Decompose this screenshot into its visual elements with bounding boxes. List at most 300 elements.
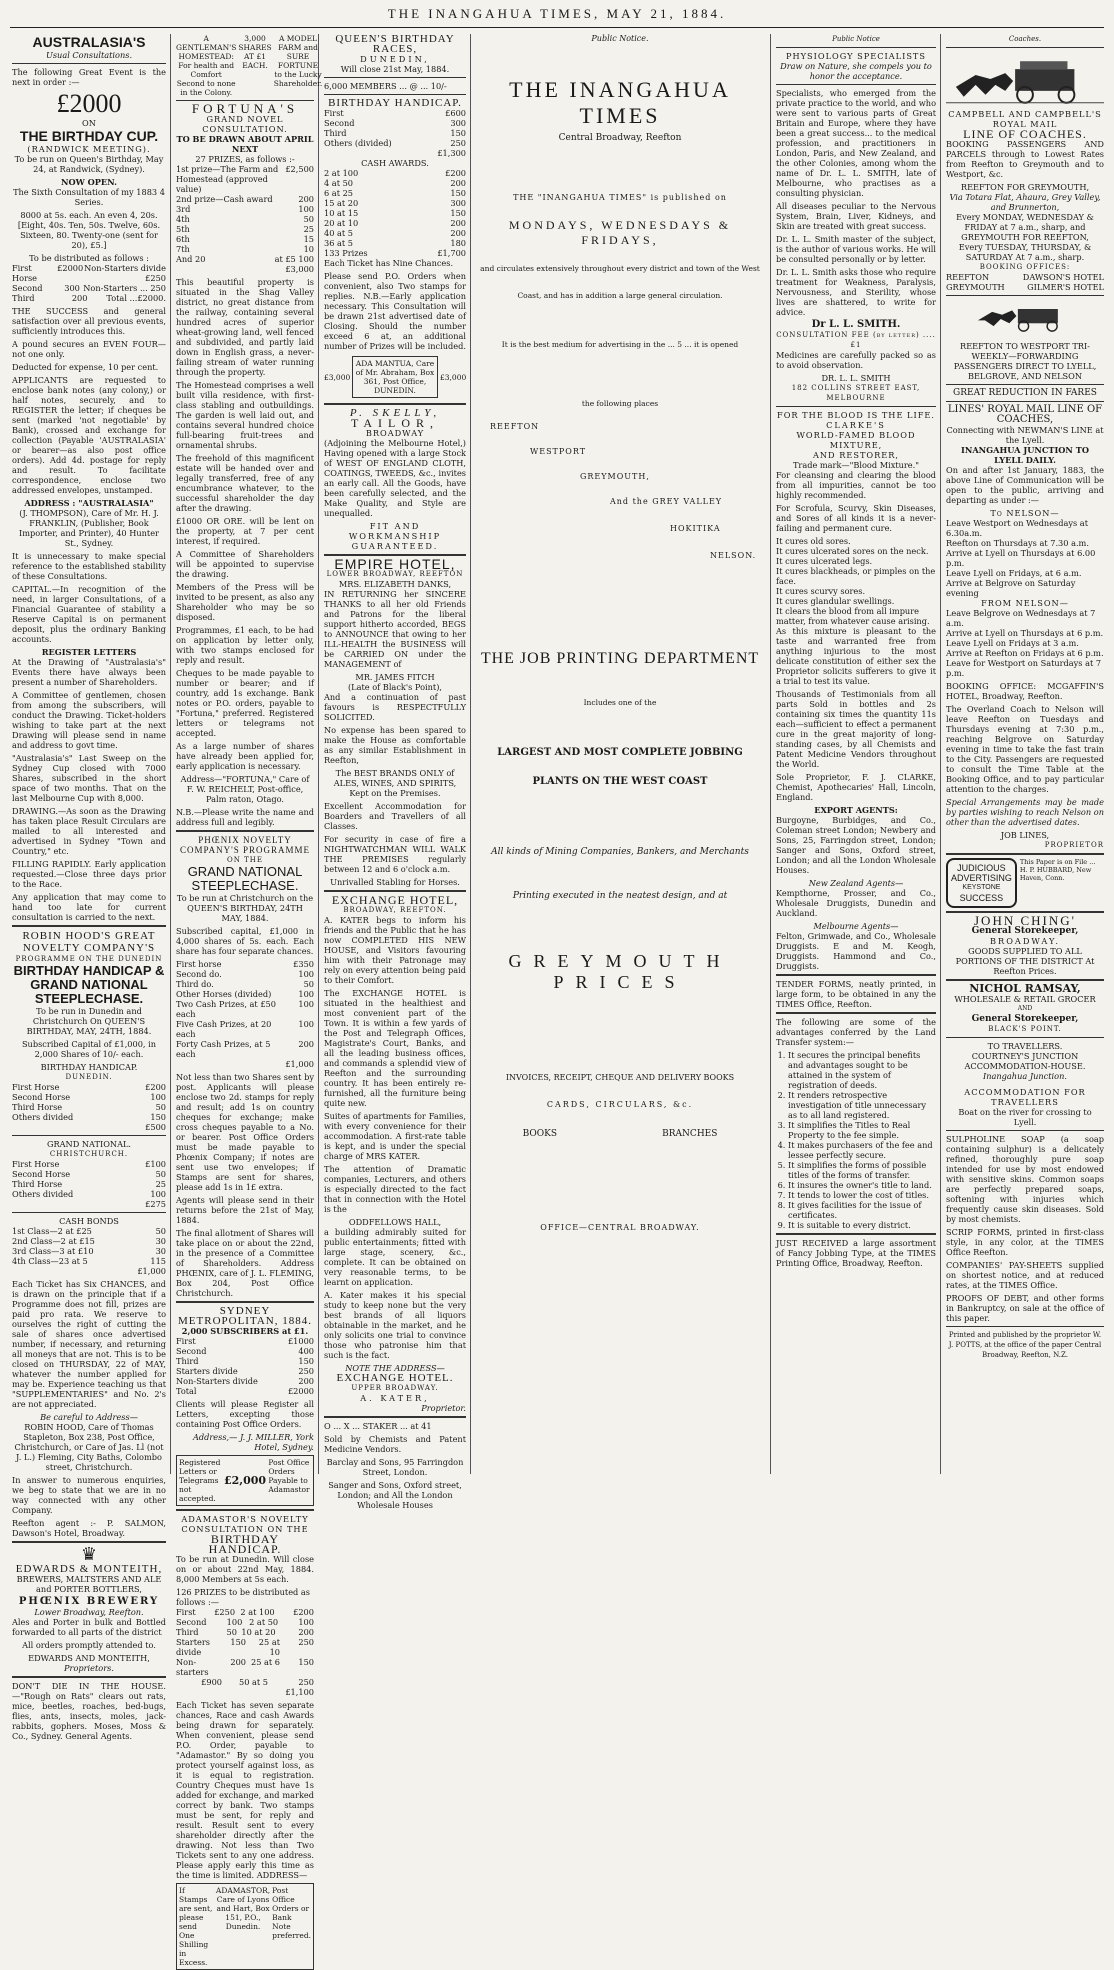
prize-row [176, 1617, 314, 1627]
prize-row-cell: 40 at 5 [324, 228, 354, 238]
prize-row [176, 204, 314, 214]
prize-row [176, 1356, 314, 1366]
queens-close: Will close 21st May, 1884. [340, 64, 450, 74]
office-row [946, 282, 1104, 292]
notice-branches: BRANCHES [662, 1129, 718, 1139]
paragraph: DRAWING.—As soon as the Drawing has taken place Result Circulars are mailed to all interested and advertised in Sydney "Town and Country," etc. [12, 806, 166, 856]
paragraph: A pound secures an EVEN FOUR—not one only. [12, 339, 166, 359]
prize-row-cell: 200 [298, 194, 314, 204]
prize-row [176, 1687, 314, 1697]
booking-offices [946, 272, 1104, 292]
paragraph: FILLING RAPIDLY. Early application requested.—Close three days prior to the Race. [12, 859, 166, 889]
prize-row-cell: £600 [445, 108, 466, 118]
paragraph: The EXCHANGE HOTEL is situated in the healthiest and most convenient part of the Town. It is within a few yards of the Post and Telegraph Offices, Magistrate's Court, Banks, and all the leading business offices, and commands a splendid view of Reefton and the surrounding country. It has been entirely re-furnished, all the furniture being quite new. [324, 988, 466, 1108]
notice-p5: the following places [581, 399, 659, 408]
prize-row [176, 164, 314, 194]
prize-row [324, 198, 466, 208]
prize-row [176, 194, 314, 204]
paragraph: Kempthorne, Prosser, and Co., Wholesale Druggists, Dunedin and Auckland. [776, 888, 936, 918]
australasia-address-label: ADDRESS : "AUSTRALASIA" [24, 498, 154, 508]
paragraph: Specialists, who emerged from the private practice to the world, and who were sent to various parts of Great Britain and Europe, where they have been a great success... to the medical profession, and practitioners in London, Paris, and New Zealand, and the other Colonies, among whom the name of Dr. L. L. SMITH, late of Melbourne, who practises as a consulting physician. [776, 88, 936, 198]
prize-row-cell: Second [12, 283, 43, 293]
robinhood-care: Be careful to Address— [40, 1412, 138, 1422]
prize-row-cell: 3rd Class—3 at £10 [12, 1246, 94, 1256]
prize-row [176, 244, 314, 254]
adamastor-foot-mid: ADAMASTOR, Care of Lyons and Hart, Box 151, P.O., Dunedin. [215, 1886, 271, 1931]
paragraph: The final allotment of Shares will take place on or about the 22nd, in the presence of a Committee of Shareholders. Address PHŒNIX, care of J. L. FLEMING, Box 204, Post Office Christchurch. [176, 1228, 315, 1298]
paragraph: Clients will please Register all Letters, excepting those containing Post Office Orders. [176, 1399, 314, 1429]
prize-row [324, 218, 466, 228]
smith-fee: CONSULTATION FEE (by letter) ....£1 [776, 331, 936, 349]
place: HOKITIKA [670, 524, 721, 533]
paragraph: A. Kater makes it his special study to keep none but the very best brands of all liquors obtainable in the market, and he only solicits one trial to convince those who patronise him that such is the fact. [324, 1290, 466, 1360]
adamastor-footer [176, 1883, 314, 1970]
lines-ij: INANGAHUA JUNCTION TO LYELL DAILY. [961, 445, 1089, 465]
paragraph: Burgoyne, Burbidges, and Co., Coleman street London; Newbery and Sons, 25, Farringdon street, London; Sanger and Sons, Oxford street, London; and all the London Wholesale Houses. [776, 815, 936, 875]
cp-title: CAMPBELL AND CAMPBELL'S [948, 109, 1102, 119]
stamp-text: This Paper is on File ... H. P. HUBBARD, New Haven, Conn. [1019, 858, 1096, 882]
prize-row-cell: 3rd [176, 204, 191, 214]
col6-header: Coaches. [1008, 35, 1042, 43]
prize-row-cell: 25 [303, 224, 314, 234]
cures-list [776, 536, 936, 626]
prize-row-cell: Total [176, 1386, 197, 1396]
prize-row-cell: Five Cash Prizes, at 20 each [176, 1019, 272, 1039]
prize-row [324, 118, 466, 128]
paragraph: All orders promptly attended to. [22, 1640, 156, 1650]
prize-row-cell: 10 [303, 244, 314, 254]
prize-row [176, 1607, 314, 1617]
prize-row-cell: 300 [450, 118, 466, 128]
fortuna-addr: Address—"FORTUNA," Care of F. W. REICHELT, Post-office, Palm raton, Otago. [180, 774, 310, 804]
timetable-line: Arrive at Lyell on Thursdays at 6 p.m. [946, 628, 1104, 638]
imprint: Printed and published by the proprietor W. J. POTTS, at the office of the paper Central Broadway, Reefton, N.Z. [948, 1331, 1102, 1359]
prize-row-cell: Forty Cash Prizes, at 5 each [176, 1039, 271, 1059]
clarke-tm: Trade mark—"Blood Mixture." [792, 460, 920, 470]
paragraph: As this mixture is pleasant to the taste and warranted free from anything injurious to the most delicate constitution of either sex the Proprietor solicits sufferers to give it a trial to test its value. [776, 626, 936, 686]
prize-row-cell: Starters divide [176, 1637, 210, 1657]
cure-item: It clears the blood from all impure matter, from whatever cause arising. [776, 606, 930, 626]
column-3 [320, 33, 470, 1510]
notice-books: BOOKS [522, 1129, 558, 1139]
prize-row-cell: £2,500 [285, 164, 314, 174]
from-nelson-list [946, 608, 1104, 678]
prize-row [324, 148, 466, 158]
prize-row-cell: 100 [298, 1019, 314, 1029]
prize-row-cell: 25 at 10 [258, 1637, 280, 1657]
skelly-title: P. SKELLY, [349, 407, 441, 419]
phoenix-title: PHŒNIX NOVELTY COMPANY'S PROGRAMME [179, 835, 311, 855]
prize-row-cell: 200 [298, 1039, 314, 1049]
prize-row-cell: 1st Class—2 at £25 [12, 1226, 92, 1236]
adamastor-event: BIRTHDAY HANDICAP. [208, 1532, 282, 1556]
australasia-amount: £2000 [56, 89, 122, 118]
queens-cash: CASH AWARDS. [361, 158, 429, 168]
robinhood-h3-table [12, 1226, 166, 1276]
proofs: PROOFS OF DEBT, and other forms in Bankruptcy, on sale at the office of this paper. [946, 1293, 1104, 1323]
notice-places [470, 422, 770, 560]
australasia-shares: 8000 at 5s. each. An even 4, 20s. [Eight, 40s. Ten, 50s. Twelve, 60s. Sixteen, 80. Twenty-one (sent for 20), £5.] [17, 210, 161, 250]
place: WESTPORT [530, 447, 587, 456]
queens-box-addr: ADA MANTUA, Care of Mr. Abraham, Box 361, Post Office, DUNEDIN. [352, 356, 438, 398]
queens-city: DUNEDIN, [360, 54, 430, 64]
stamp-badge [946, 858, 1017, 908]
prize-row-cell: £3,000 [285, 264, 314, 274]
prize-row [324, 138, 466, 148]
prize-row-cell: 200 [450, 178, 466, 188]
prize-row [12, 1189, 166, 1199]
type-notice: JUST RECEIVED a large assortment of Fancy Jobbing Type, at the TIMES Printing Office, Broadway, Reefton. [776, 1238, 936, 1268]
paragraph: Not less than two Shares sent by post. Applicants will please enclose two 2d. stamps for reply and result; add 1s on country cheques for exchange; make cross cheques payable to a No. or bearer. Post Office Orders must be made payable to Phœnix Company; if notes are sent use two envelopes; if Stamps are sent for shares, please add 1s in 1£ extra. [176, 1072, 314, 1192]
robinhood-h2: GRAND NATIONAL. [46, 1139, 132, 1149]
paragraph: £1000 OR ORE. will be lent on the property, at 7 per cent interest, if required. [176, 516, 314, 546]
coach-icon [946, 299, 1104, 339]
prize-row-cell: £500 [145, 1122, 166, 1132]
notice-exec: Printing executed in the neatest design, and at [512, 891, 728, 901]
prize-row-cell: £1,300 [437, 148, 466, 158]
col5-motto: Draw on Nature, she compels you to honor the acceptance. [780, 61, 932, 81]
paragraph: And a continuation of past favours is RESPECTFULLY SOLICITED. [324, 692, 466, 722]
place: GREYMOUTH, [580, 472, 650, 481]
prize-row-cell: Non-starters [176, 1657, 209, 1677]
paragraph: (Adjoining the Melbourne Hotel,) Having opened with a large Stock of WEST OF ENGLAND CLOTH, COATINGS, TWEEDS, &c., invites an early call. All the Goods, have been carefully selected, and the Make Quality, and Style are unequalled. [324, 438, 466, 518]
inj: Inangahua Junction. [983, 1071, 1067, 1081]
fortuna-drawn: TO BE DRAWN ABOUT APRIL NEXT [176, 134, 314, 154]
homestead-cell: 3,000 SHARES AT £1 EACH. [238, 34, 272, 70]
phoenix-run: To be run at Christchurch on the QUEEN'S BIRTHDAY, 24TH MAY, 1884. [176, 893, 314, 923]
prize-row-cell: Third do. [176, 979, 214, 989]
notice-plants: PLANTS ON THE WEST COAST [532, 776, 708, 787]
prize-row-cell: 200 [450, 228, 466, 238]
australasia-on: ON [82, 118, 96, 128]
exchange-note: NOTE THE ADDRESS— [345, 1363, 445, 1373]
prize-row-cell: Non-Starters ... 250 [83, 283, 166, 293]
prize-row-cell: Others divided [12, 1112, 74, 1122]
prize-row-cell: 6th [176, 234, 190, 244]
register-letters: REGISTER LETTERS [41, 647, 137, 657]
melb-title: Melbourne Agents— [813, 921, 899, 931]
prize-row [12, 1122, 166, 1132]
timetable-line: Leave Belgrove on Wednesdays at 7 a.m. [946, 608, 1096, 628]
prize-row [12, 1092, 166, 1102]
paragraph: At the Drawing of "Australasia's" Events there have always been present a number of Shareholders. [12, 657, 166, 687]
empire-owner: MRS. ELIZABETH DANKS, [338, 579, 452, 589]
prize-row [12, 1266, 166, 1276]
stamp-line: KEYSTONE [962, 884, 1001, 891]
prize-row-cell: 250 [298, 1677, 314, 1687]
public-notice [470, 34, 770, 1474]
prize-row-cell: First Horse [12, 1082, 60, 1092]
from-nelson: FROM NELSON— [981, 598, 1069, 608]
westport-notice: REEFTON TO WESTPORT TRI-WEEKLY—FORWARDING PASSENGERS DIRECT TO LYELL, BELGROVE, AND NELSON [953, 341, 1097, 381]
scrip: SCRIP FORMS, printed in first-class style, in any color, at the TIMES Office Reefton. [946, 1227, 1104, 1257]
prize-row-cell: 50 [155, 1102, 166, 1112]
prize-row-cell: Third [176, 1356, 199, 1366]
sydney-table [176, 1336, 314, 1396]
notice-invoices: INVOICES, RECEIPT, CHEQUE AND DELIVERY BOOKS [505, 1073, 735, 1082]
adamastor-title: ADAMASTOR'S NOVELTY CONSULTATION ON THE [181, 1514, 309, 1534]
australasia-address: (J. THOMPSON), Care of Mr. H. J. FRANKLIN, (Publisher, Book Importer, and Printer), 40 Hunter St., Sydney. [19, 508, 159, 548]
advertising-stamp [946, 858, 1104, 908]
paragraph: As a large number of shares have already been applied for, early application is necessary. [176, 741, 314, 771]
paragraph: GOODS SUPPLIED TO ALL PORTIONS OF THE DISTRICT At Reefton Prices. [955, 946, 1095, 976]
route2: GREYMOUTH FOR REEFTON, [961, 232, 1089, 242]
route1b: Via Totara Flat, Ahaura, Grey Valley, and Brunnerton, [949, 192, 1101, 212]
timetable-line: Leave Lyell on Fridays, at 6 a.m. [946, 568, 1082, 578]
prize-row-cell: Second Horse [12, 1092, 71, 1102]
prize-row-cell: 50 [155, 1226, 166, 1236]
prize-row-cell: Second [176, 1346, 207, 1356]
clarke-title: CLARKE'S [826, 420, 886, 430]
cure-item: It cures old sores. [776, 536, 851, 546]
prize-row-cell [188, 1687, 222, 1697]
fortuna-table [176, 164, 314, 274]
australasia-run: To be run on Queen's Birthday, May 24, at Randwick, (Sydney). [14, 154, 164, 174]
robinhood-h2sub: CHRISTCHURCH. [49, 1150, 129, 1158]
column-rule [770, 34, 771, 1474]
prize-row [176, 234, 314, 244]
exchange-title: EXCHANGE HOTEL, [331, 893, 459, 907]
sulpholine: SULPHOLINE SOAP (a soap containing sulphur) is a delicately refined, thoroughly pure soap intended for use by most endowed with sensitive skins. Common soaps are perfectly prepared soaps, softening with injuries which frequently cause skin diseases. Sold by most chemists. [946, 1134, 1104, 1224]
prize-row [12, 293, 166, 303]
paragraph: For Scrofula, Scurvy, Skin Diseases, and Sores of all kinds it is a never-failing and permanent cure. [776, 503, 936, 533]
robinhood-programme: PROGRAMME ON THE DUNEDIN [15, 955, 163, 963]
place: NELSON. [710, 551, 757, 560]
ching-title: JOHN CHING' [974, 913, 1076, 928]
prize-row-cell: Starters divide [176, 1366, 238, 1376]
prize-row-cell: £200 [145, 1082, 166, 1092]
smith-name2: DR. L. L. SMITH [821, 373, 891, 383]
phoenix-on: ON THE [227, 856, 263, 864]
prize-row-cell: First horse [176, 959, 222, 969]
prize-row-cell: 6 at 25 [324, 188, 354, 198]
prize-row-cell: 180 [450, 238, 466, 248]
prize-row [176, 969, 314, 979]
queens-box [324, 354, 466, 400]
prize-row-cell: Total ...£2000. [106, 293, 166, 303]
notice-p6: Includes one of the [583, 698, 657, 707]
prize-row-cell: First [176, 1607, 196, 1617]
paragraph: On and after 1st January, 1883, the above Line of Communication will be open to the public, arriving and departing as under :— [946, 465, 1104, 505]
prize-row [176, 1019, 314, 1039]
prize-row-cell: 300 [450, 198, 466, 208]
prize-row-cell: 250 [450, 138, 466, 148]
to-nelson: To NELSON— [990, 508, 1060, 518]
prize-row-cell: 4th Class—23 at 5 [12, 1256, 88, 1266]
empire-loc: LOWER BROADWAY, REEFTON [326, 570, 464, 578]
advantage-item: 1. It secures the principal benefits and advantages sought to be attained in the system of registration of deeds. [788, 1050, 936, 1090]
prize-row-cell: 50 [303, 214, 314, 224]
tender-forms: TENDER FORMS, neatly printed, in large form, to be obtained in any the TIMES Office, Reefton. [776, 979, 936, 1009]
coach-icon [946, 51, 1104, 107]
column-rule [170, 34, 171, 1474]
queens-handicap: BIRTHDAY HANDICAP. [328, 97, 462, 109]
prize-row [176, 1637, 314, 1657]
robinhood-addr: ROBIN HOOD, Care of Thomas Stapleton, Box 238, Post Office, Christchurch, or Care of Jas. Ll (not J. L.) Fleming, City Baths, Colombo street, Christchurch. [14, 1422, 164, 1472]
notice-cards: CARDS, CIRCULARS, &c. [546, 1100, 694, 1109]
rats-advert: DON'T DIE IN THE HOUSE.—"Rough on Rats" clears out rats, mice, beetles, roaches, bed-bugs, flies, ants, insects, moles, jack-rabbits, gophers. Moses, Moss & Co., Sydney. General Agents. [12, 1681, 166, 1741]
office-row [946, 272, 1104, 282]
prize-row-cell: Third Horse [12, 1102, 63, 1112]
prize-row [176, 1386, 314, 1396]
homestead-cell: A GENTLEMAN'S HOMESTEAD: For health and Comfort Second to none in the Colony. [176, 34, 237, 97]
prize-row-cell: Two Cash Prizes, at £50 each [176, 999, 276, 1019]
col5-header: Public Notice [832, 35, 880, 43]
paragraph: "Australasia's" Last Sweep on the Sydney Cup closed with 7000 Shares, subscribed in the short space of two months. That on the last Melbourne Cup with 8,000. [12, 753, 166, 803]
prize-row-cell: at £5 100 [274, 254, 314, 264]
prize-row-cell: 1st prize—The Farm and Homestead (approved value) [176, 164, 279, 194]
prize-row [176, 1039, 314, 1059]
prize-row-cell: Third [324, 128, 347, 138]
prize-row-cell: £1,100 [285, 1687, 314, 1697]
prize-row-cell: 300 [64, 283, 80, 293]
paragraph: Any application that may come to hand too late for current consultation is carried to the next. [12, 892, 166, 922]
paragraph: Unrivalled Stabling for Horses. [330, 877, 460, 887]
paragraph: The BEST BRANDS ONLY of ALES, WINES, AND SPIRITS, Kept on the Premises. [333, 768, 457, 798]
prize-row-cell [234, 1687, 268, 1697]
prize-row [176, 1677, 314, 1687]
australasia-series: The Sixth Consultation of my 1883 4 Series. [13, 187, 165, 207]
prize-row-cell: 25 at 6 [250, 1657, 280, 1667]
prize-row-cell: 100 [298, 999, 314, 1009]
prize-row-cell: And 20 [176, 254, 206, 264]
prize-row-cell: Second Horse [12, 1169, 71, 1179]
prize-row [324, 128, 466, 138]
prize-row [12, 1199, 166, 1209]
route1c: Every MONDAY, WEDNESDAY & FRIDAY at 7 a.m., sharp, and [956, 212, 1094, 232]
paragraph: A Committee of gentlemen, chosen from among the subscribers, will conduct the Drawing. Ticket-holders wishing to take part at the next Drawing will please send in name and address to govt time. [12, 690, 166, 750]
prize-row-cell: 5th [176, 224, 190, 234]
prize-row [176, 1627, 314, 1637]
edwards-title: EDWARDS & MONTEITH, [15, 1563, 163, 1575]
paragraph: Sole Proprietor, F. J. CLARKE, Chemist, Apothecaries' Hall, Lincoln, England. [776, 772, 936, 802]
queens-table [324, 108, 466, 158]
advantage-item: 9. It is suitable to every district. [788, 1220, 936, 1230]
route1: REEFTON FOR GREYMOUTH, [960, 182, 1090, 192]
prize-row-cell: Other Horses (divided) [176, 989, 272, 999]
advantage-item: 2. It renders retrospective investigation of title unnecessary as to all land registered. [788, 1090, 936, 1120]
paragraph: All diseases peculiar to the Nervous System, Brain, Liver, Kidneys, and Skin are treated with great success. [776, 201, 936, 231]
timetable-line: Arrive at Lyell on Thursdays at 6.00 p.m. [946, 548, 1096, 568]
empire-late: (Late of Black's Point), [347, 682, 443, 692]
paragraph: The freehold of this magnificent estate will be handed over and legally transferred, free of any encumbrance whatever, to the successful shareholder the day after the drawing. [176, 453, 314, 513]
skelly-fit: FIT AND WORKMANSHIP GUARANTEED. [348, 521, 442, 551]
paragraph: Sold by Chemists and Patent Medicine Vendors. [324, 1434, 466, 1454]
prize-row [176, 1336, 314, 1346]
prize-row [12, 1226, 166, 1236]
paragraph: Each Ticket has Six CHANCES, and is drawn on the principle that if a Programme does not fill, prizes are paid pro rata. We reserve to ourselves the right of cutting the sale of shares once advertised number, if necessary, and returning all moneys that are not. This is to be closed on THURSDAY, 22 of MAY, whatever the number applied for may be. Experience teaching us that "SUPPLEMENTARIES" and No. 2's are not appreciated. [12, 1279, 166, 1409]
paragraph: No expense has been spared to make the House as comfortable as any similar Establishment in Reefton, [324, 725, 466, 765]
sydney-subs: 2,000 SUBSCRIBERS at £1. [181, 1326, 309, 1336]
timetable-line: Leave for Westport on Saturdays at 7 p.m. [946, 658, 1102, 678]
notice-p3: Coast, and has in addition a large general circulation. [517, 291, 723, 300]
paragraph: Barclay and Sons, 95 Farringdon Street, London. [326, 1457, 464, 1477]
prize-row-cell: £350 [293, 959, 314, 969]
prize-row-cell: 100 [298, 969, 314, 979]
paragraph: Felton, Grimwade, and Co., Wholesale Druggists. E and M. Keogh, Druggists. Hammond and Co., Druggists. [776, 931, 936, 971]
prize-row-cell: 36 at 5 [324, 238, 354, 248]
column-rule [318, 34, 319, 1474]
paragraph: Agents will please send in their returns before the 21st of May, 1884. [176, 1195, 314, 1225]
notice-kinds: All kinds of Mining Companies, Bankers, and Merchants [491, 847, 749, 857]
prize-row-cell: First [176, 1336, 196, 1346]
job-lines-sub: PROPRIETOR [1044, 841, 1104, 849]
australasia-prizes [12, 263, 166, 303]
prize-row [12, 263, 166, 283]
prize-row-cell: Third [176, 1627, 199, 1637]
queens-total [324, 248, 466, 258]
lines-title: LINES' ROYAL MAIL LINE OF COACHES, [947, 404, 1103, 425]
paragraph: A. KATER begs to inform his friends and the Public that he has now COMPLETED HIS NEW HOUSE, and Visitors favouring him with their Patronage may rely on every attention being paid to their Comfort. [324, 915, 466, 985]
prize-row-cell: 100 [298, 989, 314, 999]
prize-row-cell: 2 at 50 [249, 1617, 279, 1627]
exchange-loc: BROADWAY, REEFTON. [343, 906, 447, 914]
prize-row-cell: 100 [298, 204, 314, 214]
column-6 [942, 34, 1108, 1474]
paragraph: A Committee of Shareholders will be appointed to supervise the drawing. [176, 549, 314, 579]
prize-row-cell: 25 [155, 1179, 166, 1189]
prize-row-cell: 10 at 20 [241, 1627, 276, 1637]
stamp-line: SUCCESS [959, 893, 1004, 903]
paragraph: THE SUCCESS and general satisfaction over all previous events, sufficiently introduces this. [12, 306, 166, 336]
smith-name: Dr L. L. SMITH. [811, 319, 901, 330]
office-row-cell: GILMER'S HOTEL [1027, 282, 1104, 292]
prize-row-cell: 200 [298, 1627, 314, 1637]
prize-row-cell: 150 [450, 128, 466, 138]
prize-row [176, 1059, 314, 1069]
crest-icon: ♛ [80, 1544, 98, 1565]
robinhood-run: To be run in Dunedin and Christchurch On QUEEN'S BIRTHDAY, MAY, 24TH, 1884. [26, 1006, 152, 1036]
paragraph: The Homestead comprises a well built villa residence, with first-class stabling and outbuildings. The garden is well laid out, and contains several hundred choice full-bearing fruit-trees and ornamental shrubs. [176, 380, 314, 450]
paragraph: CAPITAL.—In recognition of the need, in larger Consultations, of a Financial Guarantee of stability a Reserve Capital is on permanent deposit, plus the ordinary Banking accounts. [12, 584, 166, 644]
prize-row-cell: 250 [298, 1366, 314, 1376]
prize-row-cell: First [324, 108, 344, 118]
fortuna-nb: N.B.—Please write the name and address full and legibly. [176, 807, 314, 827]
fortuna-prizes-intro: 27 PRIZES, as follows :- [195, 154, 295, 164]
notice-days: MONDAYS, WEDNESDAYS & FRIDAYS, [508, 218, 732, 247]
robinhood-event: BIRTHDAY HANDICAP & GRAND NATIONAL STEEPLECHASE. [13, 963, 165, 1006]
notice-largest: LARGEST AND MOST COMPLETE JOBBING [497, 747, 743, 758]
clarke-restorer: AND RESTORER, [812, 450, 900, 460]
notice-office-foot: OFFICE—CENTRAL BROADWAY. [540, 1223, 700, 1232]
prize-row-cell: 15 at 20 [324, 198, 359, 208]
skelly-loc: BROADWAY [365, 428, 425, 438]
advantage-item: 6. It insures the owner's title to land. [788, 1180, 936, 1190]
adamastor-dist: 126 PRIZES to be distributed as follows :— [176, 1587, 310, 1607]
empire-mgr: MR. JAMES FITCH [355, 672, 435, 682]
prize-row-cell: £250 [214, 1607, 236, 1617]
australasia-now-open: NOW OPEN. [60, 177, 117, 187]
phoenix-table [176, 959, 314, 1069]
prize-row-cell: Others divided [12, 1189, 74, 1199]
prize-row-cell: First Horse [12, 263, 38, 283]
exchange-addr: UPPER BROADWAY. [351, 1384, 439, 1392]
ching-sub: General Storekeeper, [971, 926, 1079, 936]
prize-row-cell: Third [12, 293, 35, 303]
export-title: EXPORT AGENTS: [814, 805, 898, 815]
robinhood-h1: BIRTHDAY HANDICAP. [40, 1062, 138, 1072]
sydney-box-left: Registered Letters or Telegrams not accepted. [179, 1458, 221, 1503]
exchange-hall: ODDFELLOWS HALL, [348, 1217, 442, 1227]
cure-item: It cures ulcerated legs. [776, 556, 873, 566]
companies: COMPANIES' PAY-SHEETS supplied on shortest notice, and at reduced rates, at the TIMES Office. [946, 1260, 1104, 1290]
prize-row-cell: 250 [298, 1637, 314, 1647]
paragraph: Programmes, £1 each, to be had on application by letter only, with two stamps enclosed for reply and result. [176, 625, 314, 665]
adamastor-run: To be run at Dunedin. Will close on or about 22nd May, 1884. 8,000 Members at 5s each. [176, 1554, 314, 1584]
adamastor-foot-left: If Stamps are sent, please send One Shilling in Excess. [179, 1886, 213, 1967]
accommodation: ACCOMMODATION FOR TRAVELLERS [964, 1087, 1086, 1107]
paragraph: Cheques to be made payable to number or bearer; and if country, add 1s exchange. Bank notes or P.O. orders, payable to "Fortuna," preferred. Registered letters or telegrams not accepted. [176, 668, 314, 738]
